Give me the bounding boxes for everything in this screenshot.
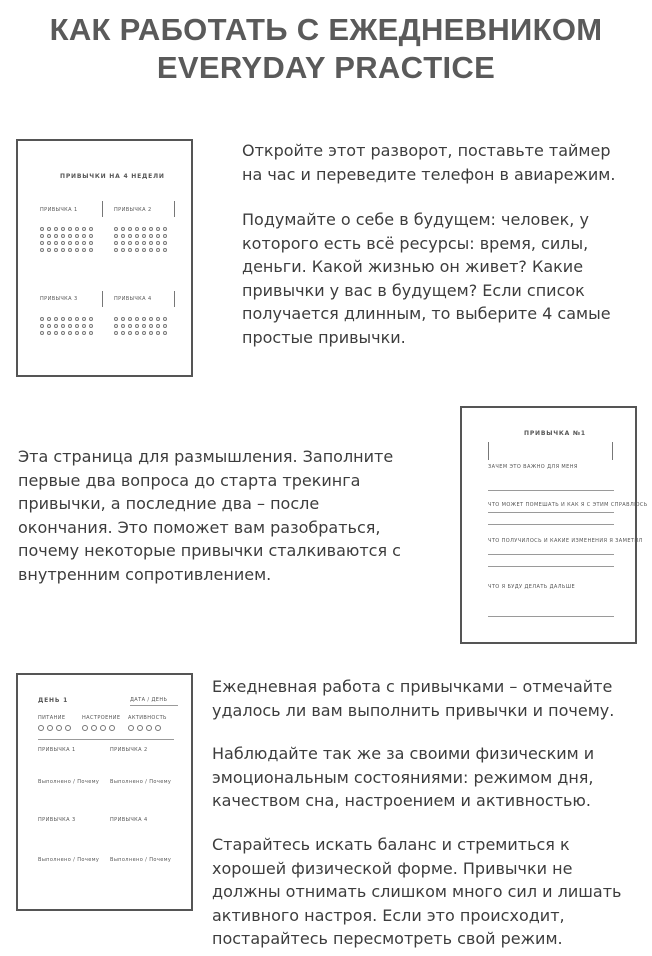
tracker-circle bbox=[100, 725, 106, 731]
tracker-circle bbox=[128, 725, 134, 731]
tracker-dots bbox=[114, 227, 167, 255]
answer-line bbox=[488, 616, 614, 617]
tracker-circle bbox=[146, 725, 152, 731]
thumb-label: ПРИВЫЧКА 3 bbox=[40, 296, 78, 302]
column-label: ПИТАНИЕ bbox=[38, 715, 66, 721]
thumb-header: ПРИВЫЧКИ НА 4 НЕДЕЛИ bbox=[60, 173, 165, 180]
habit-note: Выполнено / Почему bbox=[110, 779, 172, 785]
date-label: ДАТА / ДЕНЬ bbox=[130, 697, 168, 703]
answer-line bbox=[488, 554, 614, 555]
habit-reflection-thumbnail bbox=[460, 406, 648, 644]
habit-label: ПРИВЫЧКА 1 bbox=[38, 747, 76, 753]
tracker-circle bbox=[65, 725, 71, 731]
divider bbox=[612, 442, 613, 460]
question-1: ЗАЧЕМ ЭТО ВАЖНО ДЛЯ МЕНЯ bbox=[488, 464, 578, 470]
answer-line bbox=[488, 566, 614, 567]
question-2: ЧТО МОЖЕТ ПОМЕШАТЬ И КАК Я С ЭТИМ СПРАВЛЮСЬ bbox=[488, 502, 648, 508]
tracker-circle bbox=[137, 725, 143, 731]
divider bbox=[488, 442, 489, 460]
thumb-label: ПРИВЫЧКА 2 bbox=[114, 207, 152, 213]
section3-paragraph-3: Старайтесь искать баланс и стремиться к хорошей физической форме. Привычки не должны отнимать слишком много сил и лишать активного настроя. Если это происходит, постарайтесь пересмотреть свой режим. bbox=[212, 835, 622, 948]
section1-paragraph-1: Откройте этот разворот, поставьте таймер на час и переведите телефон в авиарежим. bbox=[242, 141, 616, 184]
page-title-line-2: EVERYDAY PRACTICE bbox=[156, 50, 496, 85]
tracker-circle bbox=[56, 725, 62, 731]
date-line bbox=[130, 705, 178, 706]
tracker-dots bbox=[40, 227, 93, 255]
section3-paragraph-2: Наблюдайте так же за своими физическим и эмоциональным состояниями: режимом дня, качеством сна, настроением и активностью. bbox=[212, 744, 595, 810]
thumb-header: ПРИВЫЧКА №1 bbox=[524, 430, 586, 437]
tracker-circle bbox=[47, 725, 53, 731]
thumb-label: ПРИВЫЧКА 4 bbox=[114, 296, 152, 302]
habit-label: ПРИВЫЧКА 2 bbox=[110, 747, 148, 753]
tracker-circle bbox=[38, 725, 44, 731]
divider bbox=[174, 291, 175, 307]
answer-line bbox=[488, 512, 614, 513]
tracker-circle bbox=[109, 725, 115, 731]
tracker-circle bbox=[91, 725, 97, 731]
divider bbox=[102, 291, 103, 307]
section3-paragraph-1: Ежедневная работа с привычками – отмечайте удалось ли вам выполнить привычки и почему. bbox=[212, 677, 615, 720]
tracker-circle bbox=[155, 725, 161, 731]
daily-page-thumbnail bbox=[16, 673, 193, 911]
habit-note: Выполнено / Почему bbox=[110, 857, 172, 863]
page-title-line-1: КАК РАБОТАТЬ С ЕЖЕДНЕВНИКОМ bbox=[49, 12, 603, 47]
divider bbox=[174, 201, 175, 217]
answer-line bbox=[488, 490, 614, 491]
column-label: НАСТРОЕНИЕ bbox=[82, 715, 121, 721]
habit-label: ПРИВЫЧКА 4 bbox=[110, 817, 148, 823]
answer-line bbox=[488, 524, 614, 525]
section2-paragraph: Эта страница для размышления. Заполните первые два вопроса до старта трекинга привычки, а последние два – после окончания. Это поможет вам разобраться, почему некоторые привычки сталкиваются с внутренним сопротивлением. bbox=[18, 447, 401, 584]
tracker-dots bbox=[114, 317, 167, 338]
habit-note: Выполнено / Почему bbox=[38, 857, 100, 863]
tracker-dots bbox=[40, 317, 93, 338]
question-4: ЧТО Я БУДУ ДЕЛАТЬ ДАЛЬШЕ bbox=[488, 584, 576, 590]
section1-paragraph-2: Подумайте о себе в будущем: человек, у которого есть всё ресурсы: время, силы, деньги. Какой жизнью он живет? Какие привычки у вас в будущем? Если список получается длинным, то выберите 4 самые простые привычки. bbox=[242, 210, 611, 347]
divider bbox=[102, 201, 103, 217]
column-label: АКТИВНОСТЬ bbox=[128, 715, 167, 721]
thumb-label: ПРИВЫЧКА 1 bbox=[40, 207, 78, 213]
tracker-circle bbox=[82, 725, 88, 731]
divider bbox=[38, 739, 174, 740]
habit-note: Выполнено / Почему bbox=[38, 779, 100, 785]
habits-4-weeks-thumbnail bbox=[16, 139, 193, 377]
habit-label: ПРИВЫЧКА 3 bbox=[38, 817, 76, 823]
question-3: ЧТО ПОЛУЧИЛОСЬ И КАКИЕ ИЗМЕНЕНИЯ Я ЗАМЕТИЛ bbox=[488, 538, 643, 544]
thumb-header: ДЕНЬ 1 bbox=[38, 697, 69, 704]
